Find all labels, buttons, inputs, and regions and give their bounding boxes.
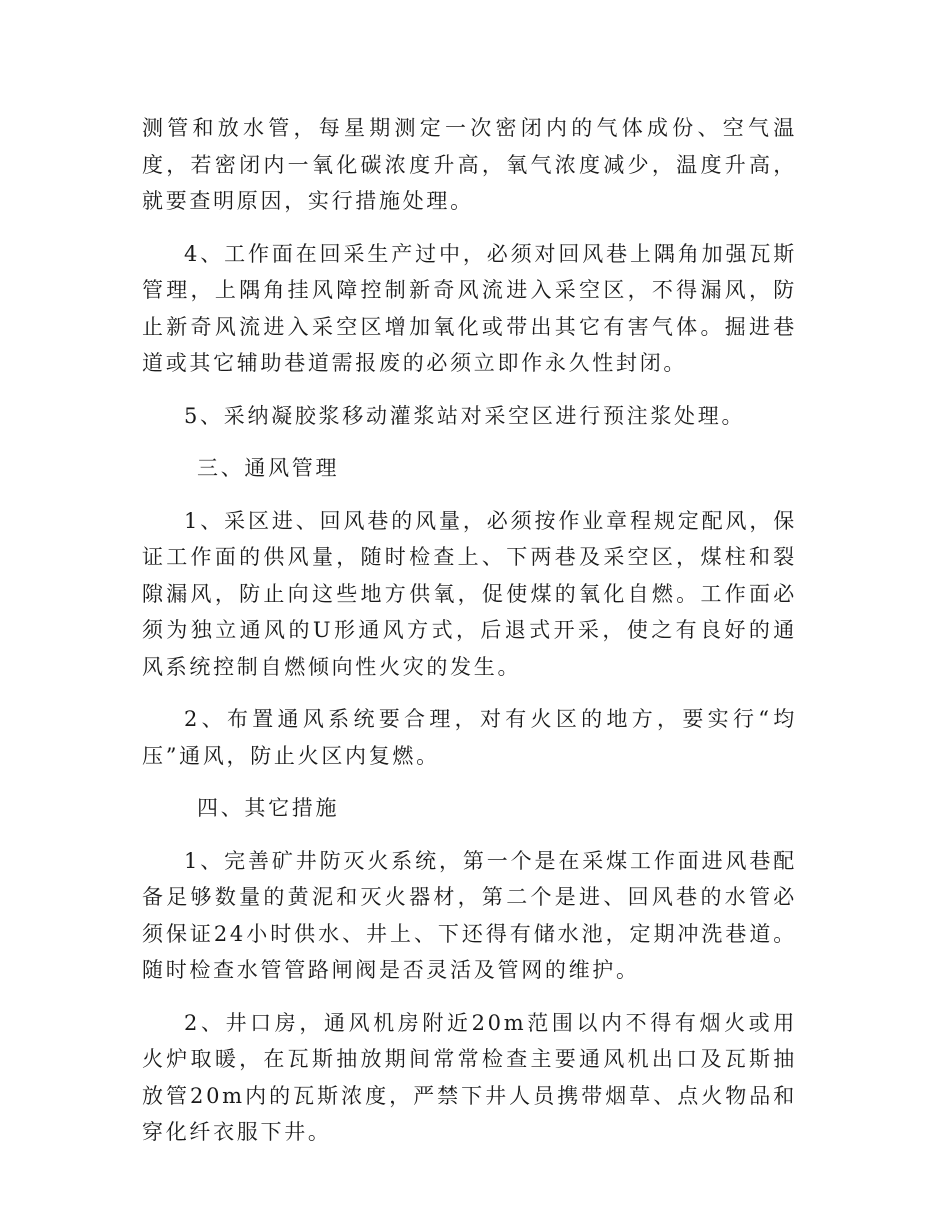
section-heading-ventilation: 三、通风管理 xyxy=(197,456,340,480)
paragraph-gap xyxy=(142,382,797,398)
section-heading-other-measures: 四、其它措施 xyxy=(197,796,340,820)
paragraph-gap xyxy=(142,774,797,790)
paragraph-ventilation-1: 1、采区进、回风巷的风量，必须按作业章程规定配风，保证工作面的供风量，随时检查上、下两巷及采空区，煤柱和裂隙漏风，防止向这些地方供氧，促使煤的氧化自燃。工作面必须为独立通风的U形通风方式，后退式开采，使之有良好的通风系统控制自燃倾向性火灾的发生。 xyxy=(142,508,797,679)
paragraph-gap xyxy=(142,220,797,236)
paragraph-continuation: 测管和放水管，每星期测定一次密闭内的气体成份、空气温度，若密闭内一氧化碳浓度升高，氧气浓度减少，温度升高，就要查明原因，实行措施处理。 xyxy=(142,116,797,213)
paragraph-gap xyxy=(142,685,797,701)
paragraph-gap xyxy=(142,827,797,843)
paragraph-item-4: 4、工作面在回采生产过中，必须对回风巷上隅角加强瓦斯管理，上隅角挂风障控制新奇风流进入采空区，不得漏风，防止新奇风流进入采空区增加氧化或带出其它有害气体。掘进巷道或其它辅助巷道需报废的必须立即作永久性封闭。 xyxy=(142,241,797,375)
paragraph-other-1: 1、完善矿井防灭火系统，第一个是在采煤工作面进风巷配备足够数量的黄泥和灭火器材，第二个是进、回风巷的水管必须保证24小时供水、井上、下还得有储水池，定期冲洗巷道。随时检查水管管路闸阀是否灵活及管网的维护。 xyxy=(142,848,797,982)
paragraph-other-2: 2、井口房，通风机房附近20m范围以内不得有烟火或用火炉取暖，在瓦斯抽放期间常常检查主要通风机出口及瓦斯抽放管20m内的瓦斯浓度，严禁下井人员携带烟草、点火物品和穿化纤衣服下井。 xyxy=(142,1010,797,1144)
paragraph-item-5: 5、采纳凝胶浆移动灌浆站对采空区进行预注浆处理。 xyxy=(184,403,746,428)
document-page xyxy=(142,110,797,1151)
paragraph-ventilation-2: 2、布置通风系统要合理，对有火区的地方，要实行“均压”通风，防止火区内复燃。 xyxy=(142,707,797,768)
paragraph-gap xyxy=(142,989,797,1005)
paragraph-gap xyxy=(142,487,797,503)
paragraph-gap xyxy=(142,434,797,450)
